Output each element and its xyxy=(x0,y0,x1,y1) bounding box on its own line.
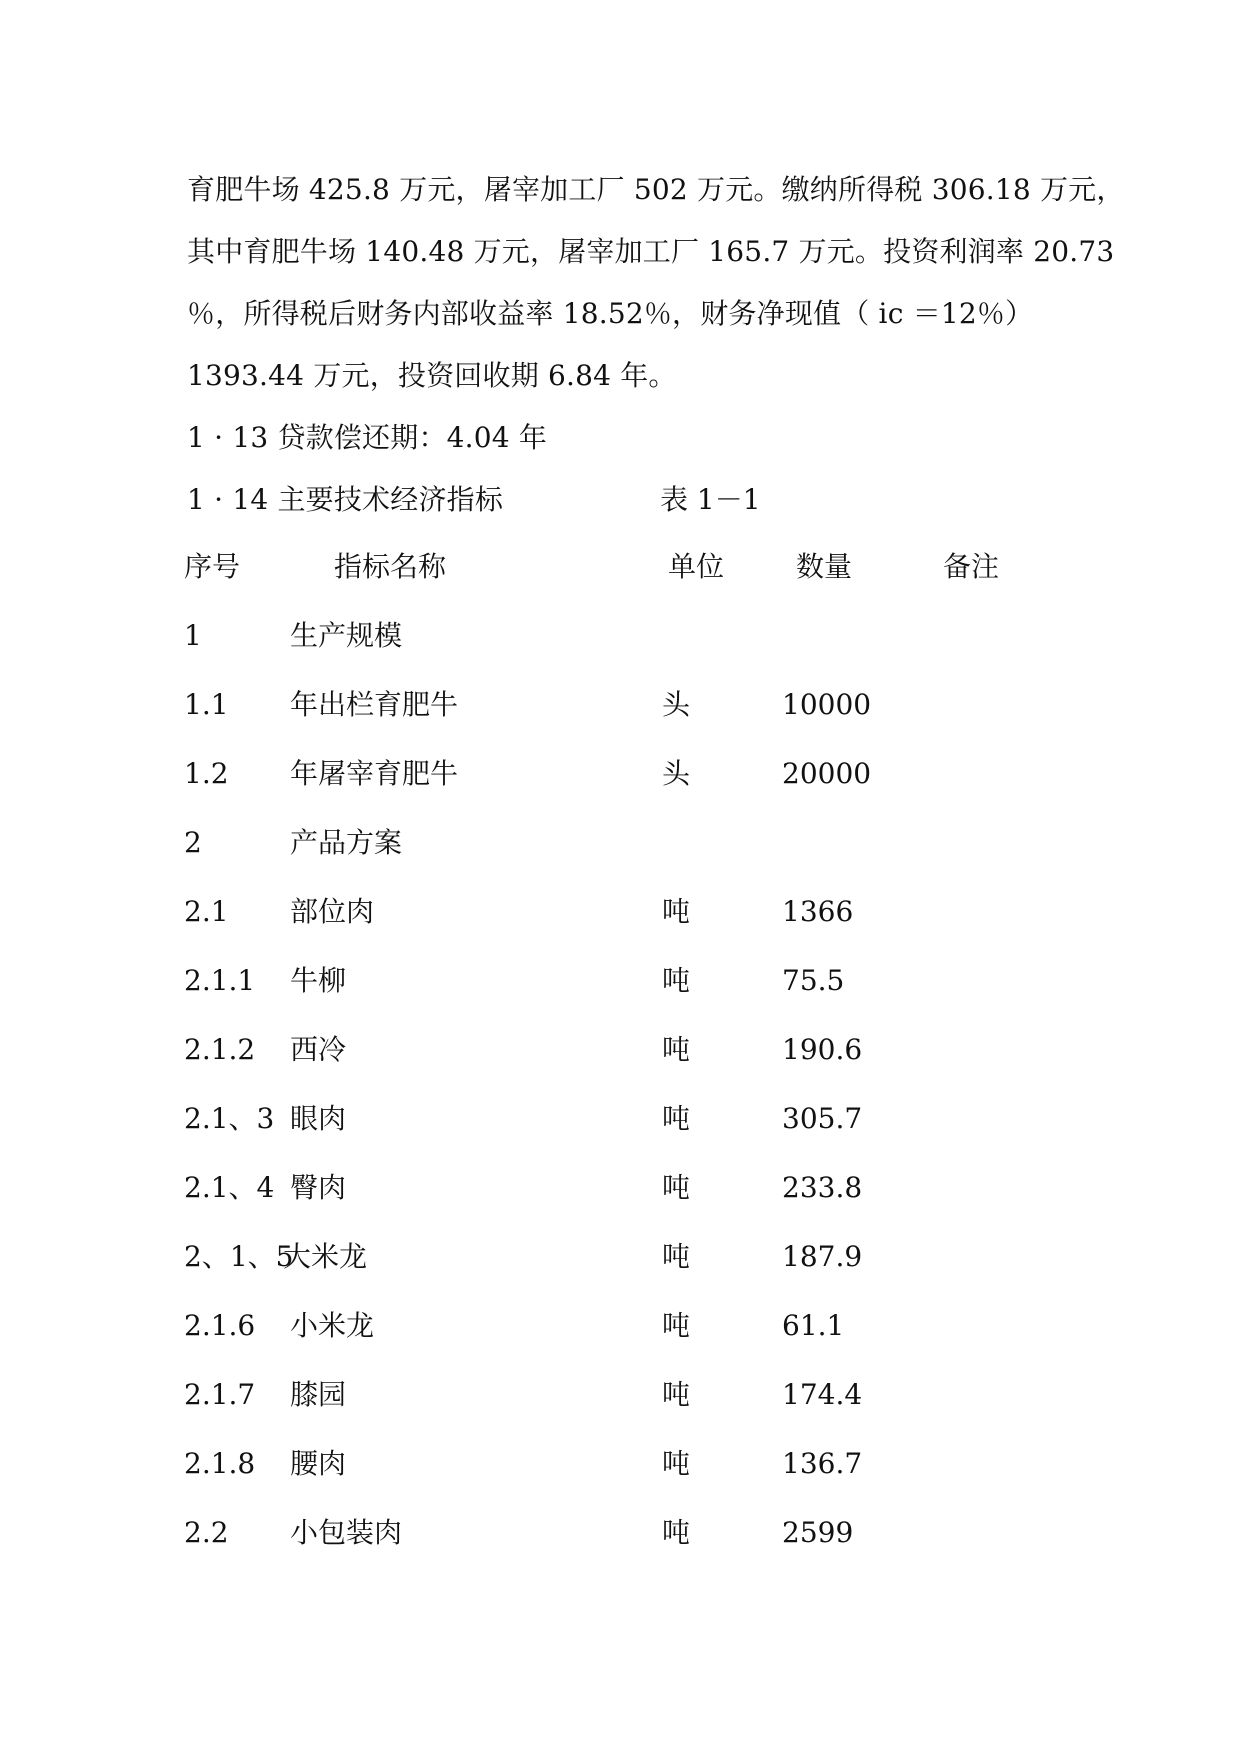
row-unit: 吨 xyxy=(662,1378,691,1411)
row-name: 生产规模 xyxy=(290,619,403,652)
row-unit: 吨 xyxy=(662,1171,691,1204)
row-qty: 61.1 xyxy=(782,1309,845,1342)
row-no: 2.1.8 xyxy=(184,1447,256,1480)
row-qty: 190.6 xyxy=(782,1033,863,1066)
row-no: 1 xyxy=(184,619,202,652)
row-name: 大米龙 xyxy=(283,1240,368,1273)
row-name: 年出栏育肥牛 xyxy=(290,688,459,721)
header-name: 指标名称 xyxy=(334,550,447,583)
row-unit: 吨 xyxy=(662,1033,691,1066)
paragraph-line-1: 育肥牛场 425.8 万元，屠宰加工厂 502 万元。缴纳所得税 306.18 万元， xyxy=(187,173,1125,206)
row-unit: 头 xyxy=(662,688,691,721)
row-name: 部位肉 xyxy=(290,895,375,928)
row-unit: 吨 xyxy=(662,1516,691,1549)
row-no: 2 xyxy=(184,826,202,859)
row-no: 2.1.2 xyxy=(184,1033,256,1066)
row-qty: 10000 xyxy=(782,688,872,721)
row-unit: 吨 xyxy=(662,1102,691,1135)
header-qty: 数量 xyxy=(796,550,853,583)
row-no: 2.1.7 xyxy=(184,1378,256,1411)
row-no: 2.1 xyxy=(184,895,229,928)
row-unit: 吨 xyxy=(662,964,691,997)
row-name: 膝园 xyxy=(290,1378,347,1411)
row-unit: 吨 xyxy=(662,1309,691,1342)
row-qty: 2599 xyxy=(782,1516,854,1549)
row-no: 2.1.1 xyxy=(184,964,256,997)
row-name: 腰肉 xyxy=(290,1447,347,1480)
row-name: 臀肉 xyxy=(290,1171,347,1204)
row-qty: 20000 xyxy=(782,757,872,790)
row-no: 2.1.6 xyxy=(184,1309,256,1342)
paragraph-line-2: 其中育肥牛场 140.48 万元，屠宰加工厂 165.7 万元。投资利润率 20.73 xyxy=(187,235,1115,268)
row-no: 2.1、3 xyxy=(184,1102,275,1135)
row-unit: 吨 xyxy=(662,1240,691,1273)
row-name: 产品方案 xyxy=(290,826,403,859)
row-qty: 1366 xyxy=(782,895,854,928)
row-qty: 75.5 xyxy=(782,964,845,997)
header-no: 序号 xyxy=(184,550,241,583)
row-name: 年屠宰育肥牛 xyxy=(290,757,459,790)
row-name: 小包装肉 xyxy=(290,1516,403,1549)
row-qty: 136.7 xyxy=(782,1447,863,1480)
row-no: 2.1、4 xyxy=(184,1171,275,1204)
row-qty: 174.4 xyxy=(782,1378,863,1411)
row-no: 2.2 xyxy=(184,1516,229,1549)
row-no: 1.1 xyxy=(184,688,229,721)
header-note: 备注 xyxy=(943,550,1000,583)
header-unit: 单位 xyxy=(668,550,725,583)
row-no: 2、1、5 xyxy=(184,1240,294,1273)
section-indicators-title: 1 · 14 主要技术经济指标 xyxy=(187,483,504,516)
row-name: 牛柳 xyxy=(290,964,347,997)
row-name: 小米龙 xyxy=(290,1309,375,1342)
row-qty: 233.8 xyxy=(782,1171,863,1204)
row-unit: 头 xyxy=(662,757,691,790)
row-qty: 305.7 xyxy=(782,1102,863,1135)
row-no: 1.2 xyxy=(184,757,229,790)
row-unit: 吨 xyxy=(662,895,691,928)
row-qty: 187.9 xyxy=(782,1240,863,1273)
row-name: 眼肉 xyxy=(290,1102,347,1135)
section-loan-repayment: 1 · 13 贷款偿还期：4.04 年 xyxy=(187,421,548,454)
row-unit: 吨 xyxy=(662,1447,691,1480)
table-label: 表 1－1 xyxy=(660,483,761,516)
paragraph-line-4: 1393.44 万元，投资回收期 6.84 年。 xyxy=(187,359,677,392)
row-name: 西冷 xyxy=(290,1033,347,1066)
paragraph-line-3: ％，所得税后财务内部收益率 18.52％，财务净现值（ ic ＝12％） xyxy=(187,297,1034,330)
